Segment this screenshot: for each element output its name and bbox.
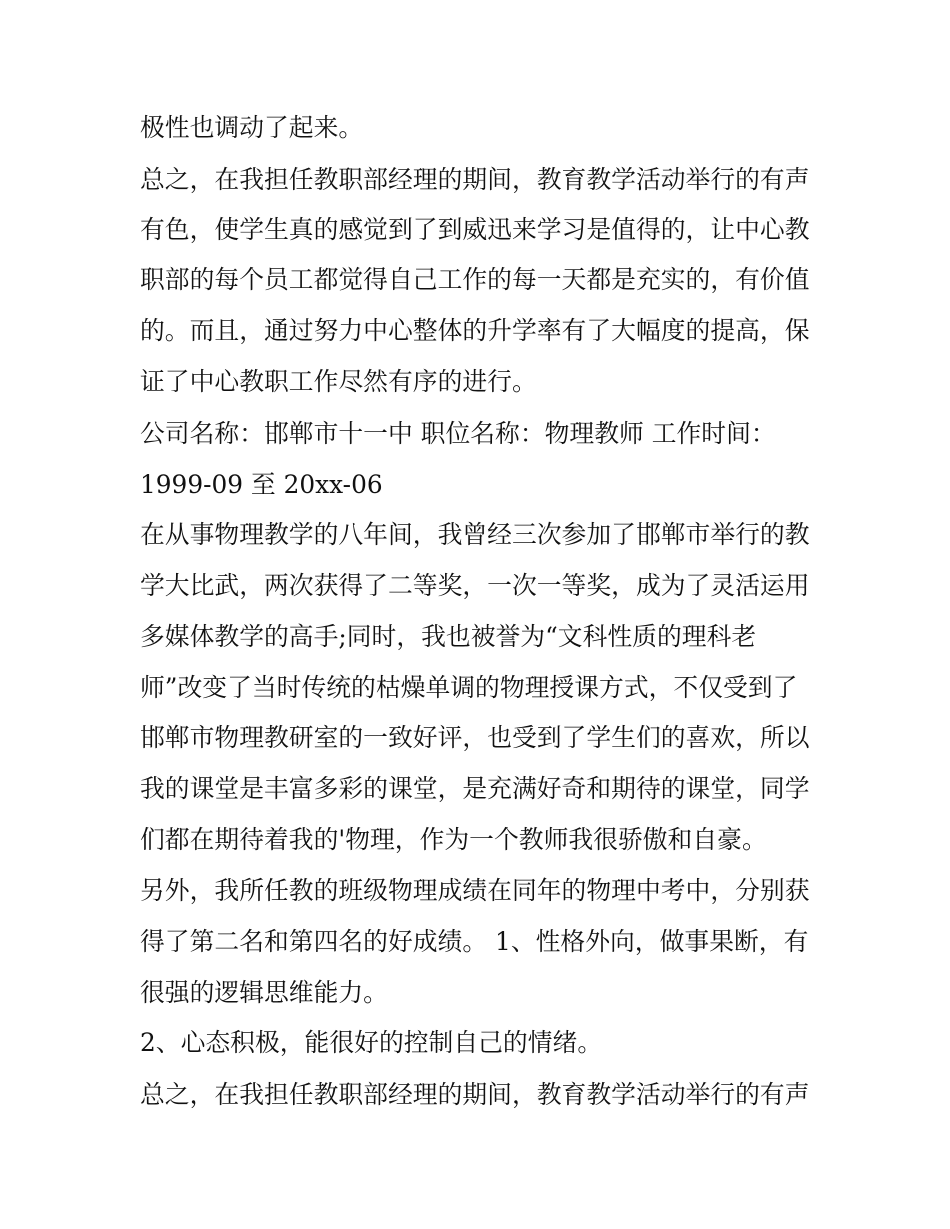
text-line: 很强的逻辑思维能力。	[140, 978, 388, 1007]
text-line: 们都在期待着我的'物理，作为一个教师我很骄傲和自豪。	[140, 825, 767, 854]
text-line: 我的课堂是丰富多彩的课堂，是充满好奇和期待的课堂，同学	[140, 774, 810, 803]
text-line: 总之，在我担任教职部经理的期间，教育教学活动举行的有声	[140, 1080, 810, 1109]
text-line: 师”改变了当时传统的枯燥单调的物理授课方式，不仅受到了	[140, 673, 798, 702]
text-line: 学大比武，两次获得了二等奖，一次一等奖，成为了灵活运用	[140, 571, 810, 600]
text-line: 有色，使学生真的感觉到了到威迅来学习是值得的，让中心教	[140, 215, 810, 244]
text-line: 邯郸市物理教研室的一致好评，也受到了学生们的喜欢，所以	[140, 723, 810, 752]
text-line: 公司名称：邯郸市十一中 职位名称：物理教师 工作时间：	[140, 419, 776, 448]
text-line: 极性也调动了起来。	[140, 113, 364, 142]
text-line: 另外，我所任教的班级物理成绩在同年的物理中考中，分别获	[140, 876, 810, 905]
text-line: 2、心态积极，能很好的控制自己的情绪。	[140, 1028, 603, 1057]
text-line: 得了第二名和第四名的好成绩。 1、性格外向，做事果断，有	[140, 927, 809, 956]
text-line: 证了中心教职工作尽然有序的进行。	[140, 367, 537, 396]
text-line: 总之，在我担任教职部经理的期间，教育教学活动举行的有声	[140, 165, 810, 194]
text-line: 职部的每个员工都觉得自己工作的每一天都是充实的，有价值	[140, 265, 810, 294]
text-line: 多媒体教学的高手;同时，我也被誉为“文科性质的理科老	[140, 622, 757, 651]
text-line: 1999-09 至 20xx-06	[140, 470, 383, 499]
text-line: 在从事物理教学的八年间，我曾经三次参加了邯郸市举行的教	[140, 520, 810, 549]
text-line: 的。而且，通过努力中心整体的升学率有了大幅度的提高，保	[140, 316, 810, 345]
